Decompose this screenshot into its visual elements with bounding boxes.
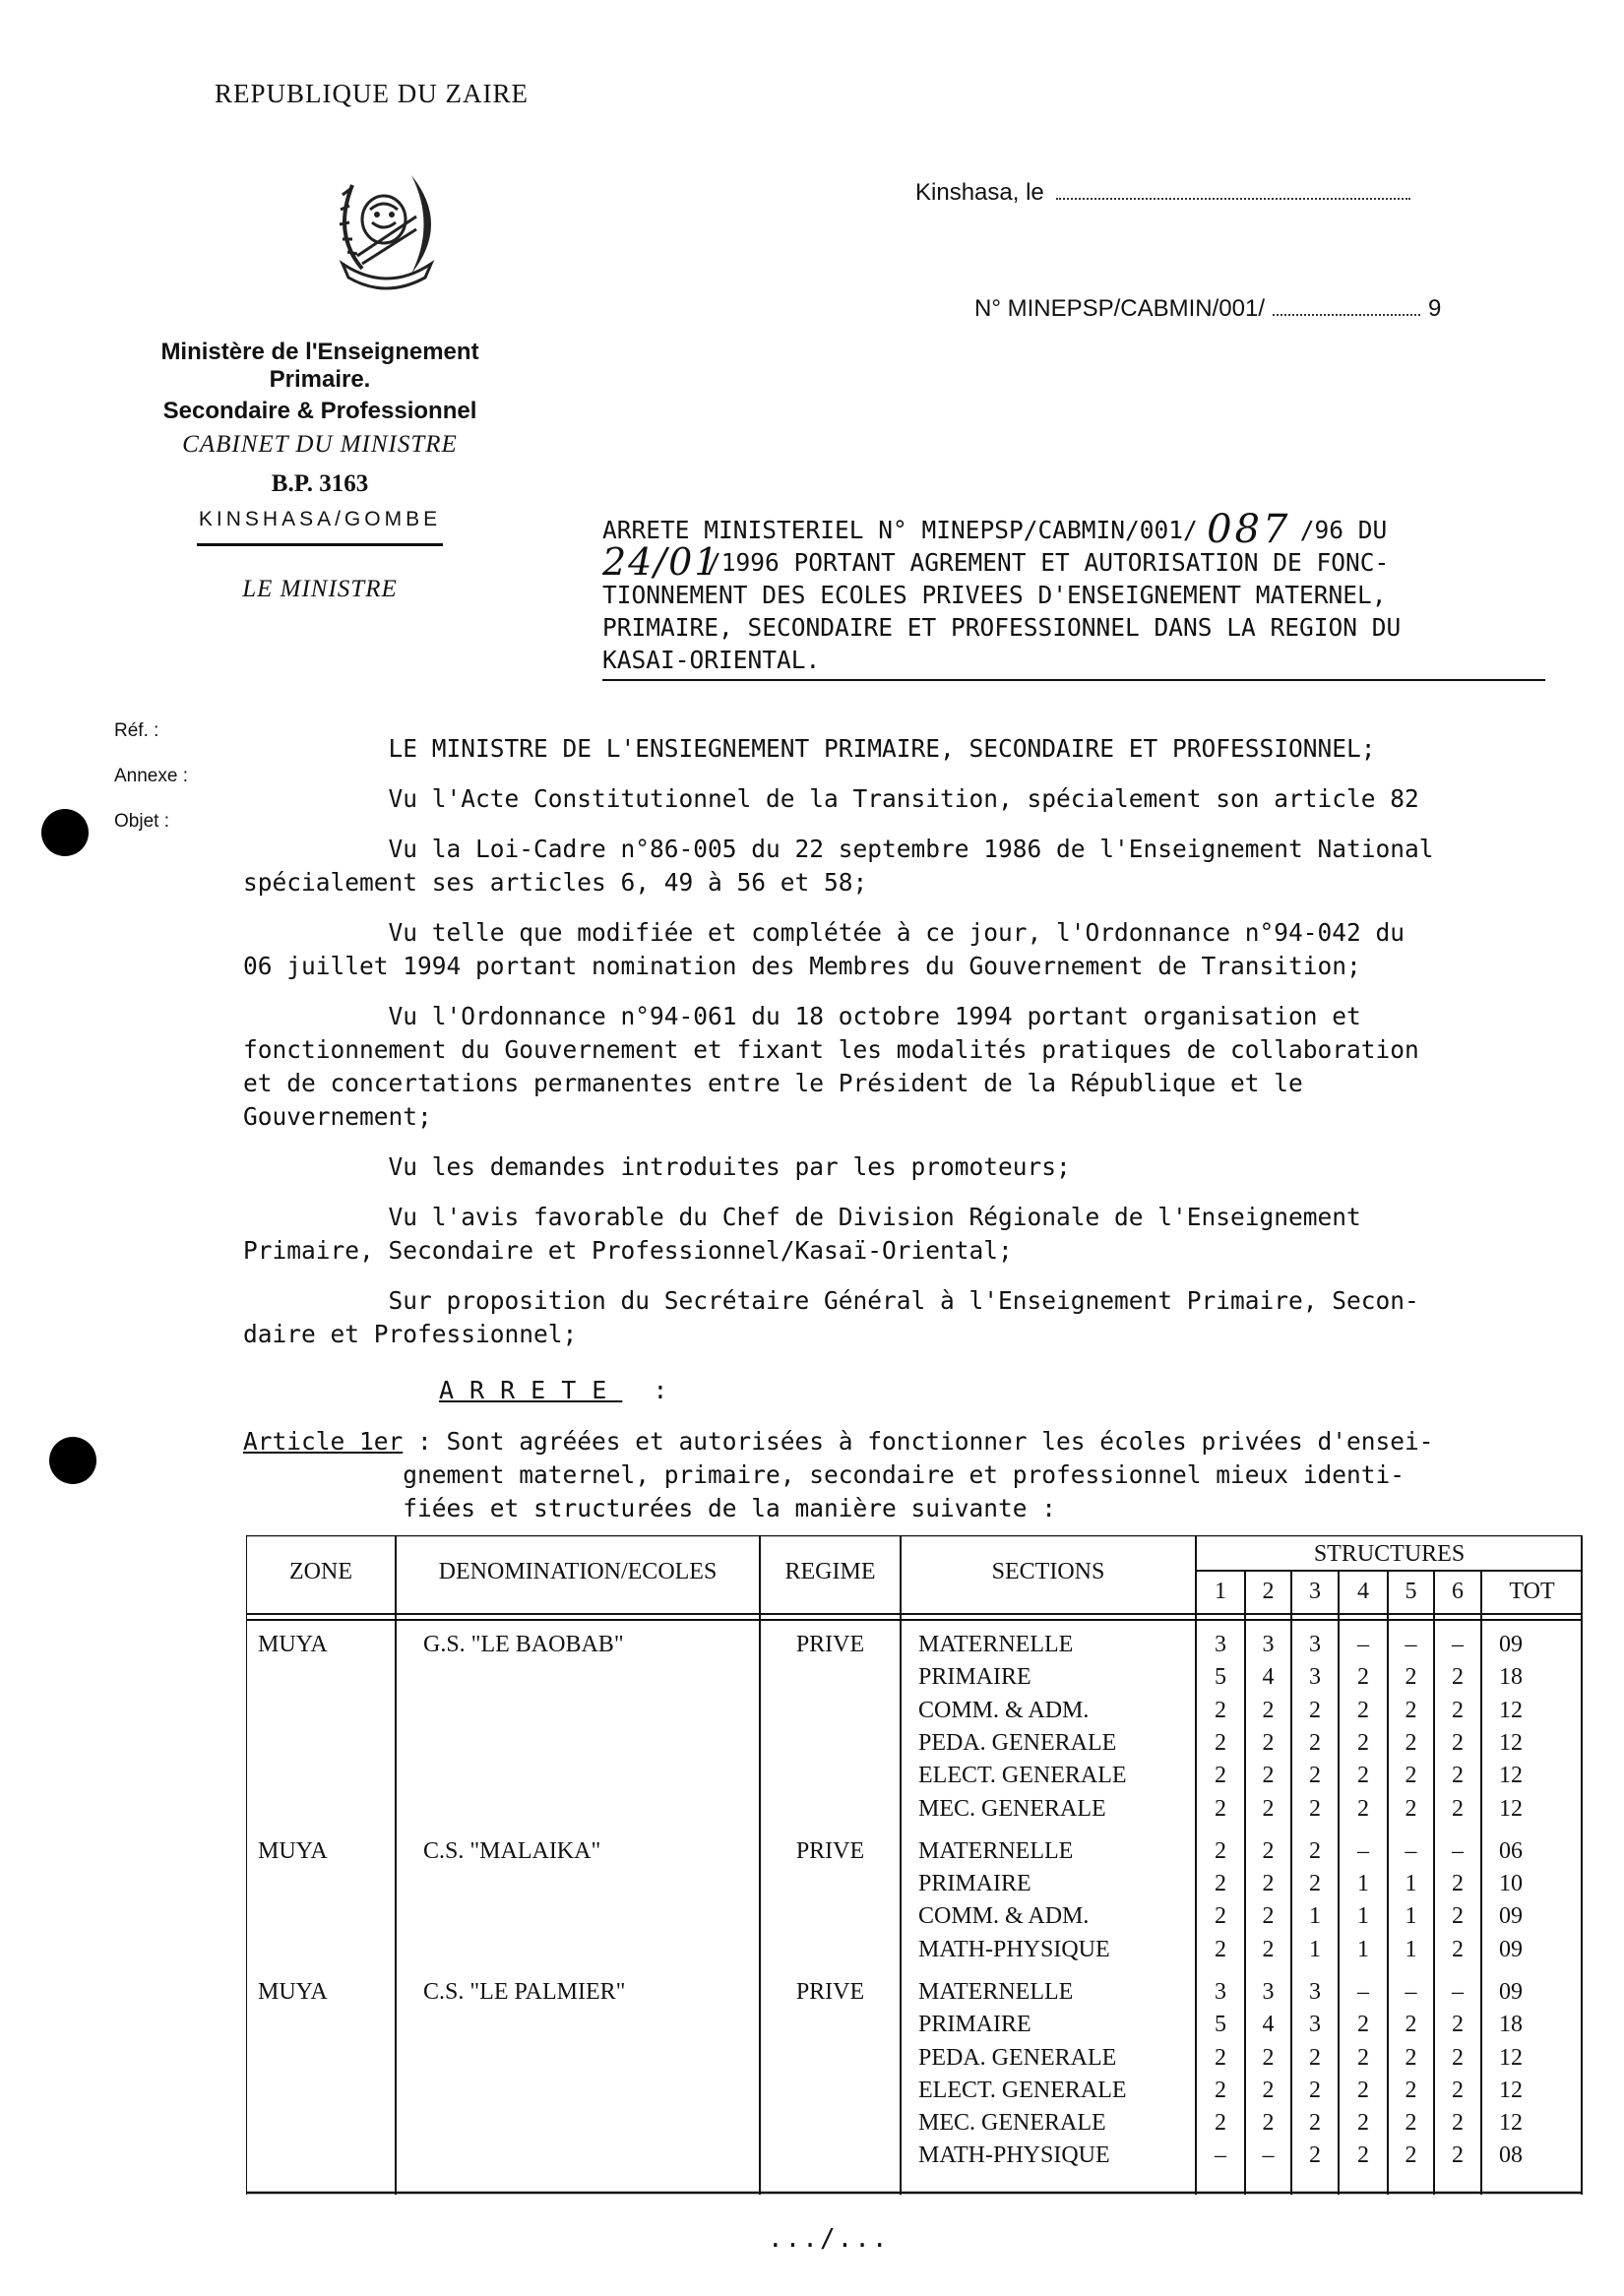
structure-value: 2 — [1357, 1664, 1369, 1691]
structure-value: 3 — [1309, 2012, 1321, 2038]
republic-title: REPUBLIQUE DU ZAIRE — [215, 79, 529, 108]
section-name: COMM. & ADM. — [918, 1697, 1090, 1723]
structure-value: 2 — [1215, 1697, 1226, 1723]
structure-value: 2 — [1262, 1837, 1275, 1864]
structure-value: 1 — [1309, 1903, 1321, 1930]
section-name: PEDA. GENERALE — [918, 1729, 1117, 1756]
structure-value: – — [1452, 1978, 1464, 2005]
school-regime: PRIVE — [795, 1837, 865, 1864]
structure-value: 2 — [1405, 1763, 1417, 1789]
structure-value: 2 — [1452, 1729, 1464, 1756]
section-name: MEC. GENERALE — [918, 2110, 1106, 2137]
section-name: MATERNELLE — [918, 1978, 1074, 2005]
section-name: MATERNELLE — [918, 1632, 1074, 1657]
structure-value: – — [1357, 1632, 1369, 1657]
structure-value: – — [1405, 1978, 1417, 2005]
place-date-line — [915, 179, 1410, 207]
structure-value: 2 — [1452, 1903, 1464, 1930]
structure-value: 2 — [1357, 2012, 1369, 2038]
structure-value: 1 — [1405, 1871, 1417, 1897]
structure-value: 2 — [1452, 1936, 1464, 1962]
structure-value: 2 — [1452, 1763, 1464, 1789]
structure-value: 2 — [1215, 1837, 1226, 1864]
school-zone: MUYA — [258, 1978, 328, 2005]
decree-line4: PRIMAIRE, SECONDAIRE ET PROFESSIONNEL DANS LA REGION DU — [602, 613, 1402, 642]
structure-value: 2 — [1405, 2044, 1417, 2071]
section-total: 09 — [1499, 1978, 1523, 2005]
structure-value: 1 — [1357, 1936, 1369, 1962]
structure-value: 2 — [1215, 1795, 1226, 1822]
section-total: 09 — [1499, 1936, 1523, 1962]
objet-label: Objet : — [114, 811, 169, 832]
section-name: PRIMAIRE — [918, 2012, 1031, 2038]
preamble-body — [243, 732, 1621, 1368]
cabinet-label: CABINET DU MINISTRE — [182, 431, 458, 458]
structure-value: – — [1452, 1837, 1464, 1864]
structure-value: 2 — [1215, 1936, 1226, 1962]
punch-hole-bottom — [49, 1437, 96, 1484]
structure-value: 3 — [1309, 1632, 1321, 1657]
structure-value: 2 — [1262, 1697, 1275, 1723]
structure-value: 2 — [1452, 2142, 1464, 2169]
structure-value: 2 — [1357, 1697, 1369, 1723]
structure-value: 2 — [1262, 1871, 1275, 1897]
structure-value: 3 — [1309, 1664, 1321, 1691]
header-grade-3: 3 — [1309, 1579, 1321, 1604]
structure-value: 3 — [1309, 1978, 1321, 2005]
structure-value: 2 — [1452, 2012, 1464, 2038]
structure-value: 3 — [1215, 1632, 1226, 1657]
structure-value: 2 — [1452, 2044, 1464, 2071]
structure-value: 2 — [1215, 2044, 1226, 2071]
preamble-p4: Vu telle que modifiée et complétée à ce jour, l'Ordonnance n°94-042 du 06 juillet 1994 portant nomination des Membres du Gouvernement de Transition; — [243, 918, 1405, 980]
structure-value: 2 — [1309, 1871, 1321, 1897]
structure-value: 2 — [1262, 2110, 1275, 2137]
section-total: 12 — [1499, 1763, 1523, 1789]
section-name: MATH-PHYSIQUE — [918, 2142, 1110, 2169]
section-total: 12 — [1499, 1795, 1523, 1822]
date-fill-line — [1056, 184, 1410, 200]
section-name: COMM. & ADM. — [918, 1903, 1090, 1930]
preamble-p1: LE MINISTRE DE L'ENSIEGNEMENT PRIMAIRE, SECONDAIRE ET PROFESSIONNEL; — [243, 734, 1376, 763]
section-name: MATH-PHYSIQUE — [918, 1936, 1110, 1962]
structure-value: 1 — [1357, 1871, 1369, 1897]
ministry-line1: Ministère de l'Enseignement Primaire. — [160, 339, 479, 393]
structure-value: 2 — [1357, 1795, 1369, 1822]
reference-fill-line — [1273, 300, 1420, 316]
structure-value: 1 — [1405, 1903, 1417, 1930]
structure-value: 3 — [1262, 1978, 1275, 2005]
structure-value: 2 — [1309, 2044, 1321, 2071]
structure-value: 2 — [1452, 2077, 1464, 2103]
header-grade-6: 6 — [1452, 1579, 1464, 1604]
preamble-p3: Vu la Loi-Cadre n°86-005 du 22 septembre 1986 de l'Enseignement National spécialement ses articles 6, 49 à 56 et 58; — [243, 835, 1434, 897]
structure-value: – — [1405, 1837, 1417, 1864]
structure-value: 2 — [1405, 1729, 1417, 1756]
section-name: ELECT. GENERALE — [918, 1763, 1127, 1789]
handwritten-date: 24/01 — [602, 540, 720, 584]
structure-value: 2 — [1309, 2077, 1321, 2103]
section-total: 12 — [1499, 2077, 1523, 2103]
structure-value: 2 — [1309, 1795, 1321, 1822]
annexe-label: Annexe : — [114, 766, 188, 786]
arrete-heading — [439, 1376, 683, 1404]
preamble-p2: Vu l'Acte Constitutionnel de la Transition, spécialement son article 82 — [243, 784, 1419, 813]
structure-value: 4 — [1262, 1664, 1275, 1691]
structure-value: 2 — [1405, 2077, 1417, 2103]
section-name: MATERNELLE — [918, 1837, 1074, 1864]
structure-value: 2 — [1262, 1729, 1275, 1756]
section-name: ELECT. GENERALE — [918, 2077, 1127, 2103]
city-label: KINSHASA/GOMBE — [198, 508, 442, 530]
section-total: 12 — [1499, 1729, 1523, 1756]
structure-value: 2 — [1309, 2110, 1321, 2137]
structure-value: 2 — [1405, 2142, 1417, 2169]
punch-hole-top — [41, 809, 89, 856]
decree-line3: TIONNEMENT DES ECOLES PRIVEES D'ENSEIGNEMENT MATERNEL, — [602, 581, 1387, 609]
signatory-label: LE MINISTRE — [242, 576, 398, 602]
structure-value: 2 — [1215, 1903, 1226, 1930]
side-labels — [114, 709, 188, 844]
structure-value: 2 — [1452, 1697, 1464, 1723]
header-grade-5: 5 — [1405, 1579, 1417, 1604]
structure-value: – — [1357, 1978, 1369, 2005]
article-label: Article 1er — [243, 1427, 404, 1456]
structure-value: – — [1452, 1632, 1464, 1657]
structure-value: 2 — [1452, 1795, 1464, 1822]
place-date-label: Kinshasa, le — [915, 179, 1044, 206]
structure-value: 2 — [1215, 1871, 1226, 1897]
structure-value: 2 — [1452, 1871, 1464, 1897]
structure-value: 2 — [1357, 1729, 1369, 1756]
structure-value: 2 — [1215, 1763, 1226, 1789]
school-regime: PRIVE — [795, 1978, 865, 2005]
coat-of-arms-emblem — [313, 165, 461, 298]
structure-value: 2 — [1215, 2110, 1226, 2137]
decree-line2b: /1996 PORTANT AGREMENT ET AUTORISATION DE FONC- — [707, 548, 1390, 577]
ministry-block — [108, 339, 531, 603]
header-denomination: DENOMINATION/ECOLES — [438, 1559, 718, 1584]
structure-value: 2 — [1309, 1697, 1321, 1723]
header-zone: ZONE — [289, 1559, 352, 1584]
structure-value: 5 — [1215, 2012, 1226, 2038]
structure-value: 2 — [1309, 1729, 1321, 1756]
structure-value: 2 — [1357, 1763, 1369, 1789]
structure-value: 2 — [1309, 1837, 1321, 1864]
decree-line1a: ARRETE MINISTERIEL N° MINEPSP/CABMIN/001/ — [602, 516, 1198, 544]
structure-value: 2 — [1357, 2110, 1369, 2137]
section-total: 12 — [1499, 2110, 1523, 2137]
structure-value: 2 — [1357, 2077, 1369, 2103]
preamble-p8: Sur proposition du Secrétaire Général à l'Enseignement Primaire, Secon- daire et Professionnel; — [243, 1286, 1419, 1348]
header-total: TOT — [1509, 1579, 1555, 1604]
structure-value: – — [1262, 2142, 1275, 2169]
reference-number-line — [974, 295, 1441, 323]
reference-prefix: N° MINEPSP/CABMIN/001/ — [974, 295, 1266, 322]
structure-value: 2 — [1215, 2077, 1226, 2103]
decree-line5: KASAI-ORIENTAL. — [602, 646, 821, 674]
section-total: 18 — [1499, 2012, 1523, 2038]
section-total: 10 — [1499, 1871, 1523, 1897]
structure-value: 1 — [1405, 1936, 1417, 1962]
section-total: 12 — [1499, 2044, 1523, 2071]
structure-value: 2 — [1405, 2012, 1417, 2038]
handwritten-number: 087 — [1207, 507, 1291, 552]
header-grade-4: 4 — [1357, 1579, 1369, 1604]
ministry-line2: Secondaire & Professionnel — [162, 398, 477, 424]
letterhead-divider — [197, 543, 443, 546]
structure-value: – — [1357, 1837, 1369, 1864]
structure-value: 3 — [1262, 1632, 1275, 1657]
structure-value: 2 — [1215, 1729, 1226, 1756]
structure-value: 2 — [1405, 1664, 1417, 1691]
header-structures: STRUCTURES — [1313, 1541, 1466, 1567]
structure-value: 2 — [1262, 1795, 1275, 1822]
school-zone: MUYA — [258, 1837, 328, 1864]
school-zone: MUYA — [258, 1632, 328, 1657]
structure-value: 2 — [1262, 2044, 1275, 2071]
section-total: 12 — [1499, 1697, 1523, 1723]
structure-value: 2 — [1357, 2044, 1369, 2071]
structure-value: 2 — [1262, 1903, 1275, 1930]
reference-suffix: 9 — [1428, 295, 1442, 322]
structure-value: – — [1215, 2142, 1226, 2169]
header-underline — [602, 679, 1545, 681]
structure-value: 1 — [1309, 1936, 1321, 1962]
section-total: 09 — [1499, 1632, 1523, 1657]
structure-value: – — [1405, 1632, 1417, 1657]
ref-label: Réf. : — [114, 720, 159, 741]
structure-value: 2 — [1405, 1697, 1417, 1723]
preamble-p7: Vu l'avis favorable du Chef de Division Régionale de l'Enseignement Primaire, Secondaire et Professionnel/Kasaï-Oriental; — [243, 1203, 1361, 1265]
structure-value: 2 — [1309, 1763, 1321, 1789]
section-total: 18 — [1499, 1664, 1523, 1691]
school-name: G.S. "LE BAOBAB" — [423, 1632, 624, 1657]
structure-value: 1 — [1357, 1903, 1369, 1930]
header-sections: SECTIONS — [991, 1559, 1105, 1584]
structure-value: 2 — [1309, 2142, 1321, 2169]
structure-value: 2 — [1357, 2142, 1369, 2169]
structure-value: 5 — [1215, 1664, 1226, 1691]
school-regime: PRIVE — [795, 1632, 865, 1657]
school-name: C.S. "MALAIKA" — [423, 1837, 601, 1864]
section-name: PRIMAIRE — [918, 1871, 1031, 1897]
postal-box: B.P. 3163 — [271, 470, 369, 497]
school-name: C.S. "LE PALMIER" — [423, 1978, 626, 2005]
structure-value: 4 — [1262, 2012, 1275, 2038]
page-continuation: .../... — [768, 2224, 890, 2254]
preamble-p6: Vu les demandes introduites par les promoteurs; — [243, 1152, 1071, 1181]
structure-value: 3 — [1215, 1978, 1226, 2005]
arrete-colon: : — [653, 1376, 684, 1404]
header-grade-1: 1 — [1215, 1579, 1226, 1604]
preamble-p5: Vu l'Ordonnance n°94-061 du 18 octobre 1994 portant organisation et fonctionnement du Gouvernement et fixant les modalités pratiques de collaboration et de concertations permanentes entre le Président de la République et le Gouvernement; — [243, 1002, 1419, 1131]
schools-table — [246, 1535, 1583, 2195]
section-name: MEC. GENERALE — [918, 1795, 1106, 1822]
article-1 — [243, 1425, 1434, 1525]
section-total: 09 — [1499, 1903, 1523, 1930]
article-text: : Sont agréées et autorisées à fonctionner les écoles privées d'ensei- gnement maternel, primaire, secondaire et professionnel mieux identi- fiées et structurées de la manière suivante : — [403, 1427, 1434, 1522]
header-regime: REGIME — [784, 1559, 876, 1584]
structure-value: 2 — [1262, 1936, 1275, 1962]
section-name: PEDA. GENERALE — [918, 2044, 1117, 2071]
structure-value: 2 — [1262, 1763, 1275, 1789]
structure-value: 2 — [1452, 2110, 1464, 2137]
section-total: 08 — [1499, 2142, 1523, 2169]
structure-value: 2 — [1452, 1664, 1464, 1691]
arrete-word: ARRETE — [439, 1376, 623, 1404]
header-grade-2: 2 — [1262, 1579, 1275, 1604]
structure-value: 2 — [1262, 2077, 1275, 2103]
section-name: PRIMAIRE — [918, 1664, 1031, 1691]
structure-value: 2 — [1405, 1795, 1417, 1822]
decree-line1b: /96 DU — [1299, 516, 1388, 544]
structure-value: 2 — [1405, 2110, 1417, 2137]
decree-header — [602, 507, 1537, 676]
section-total: 06 — [1499, 1837, 1523, 1864]
